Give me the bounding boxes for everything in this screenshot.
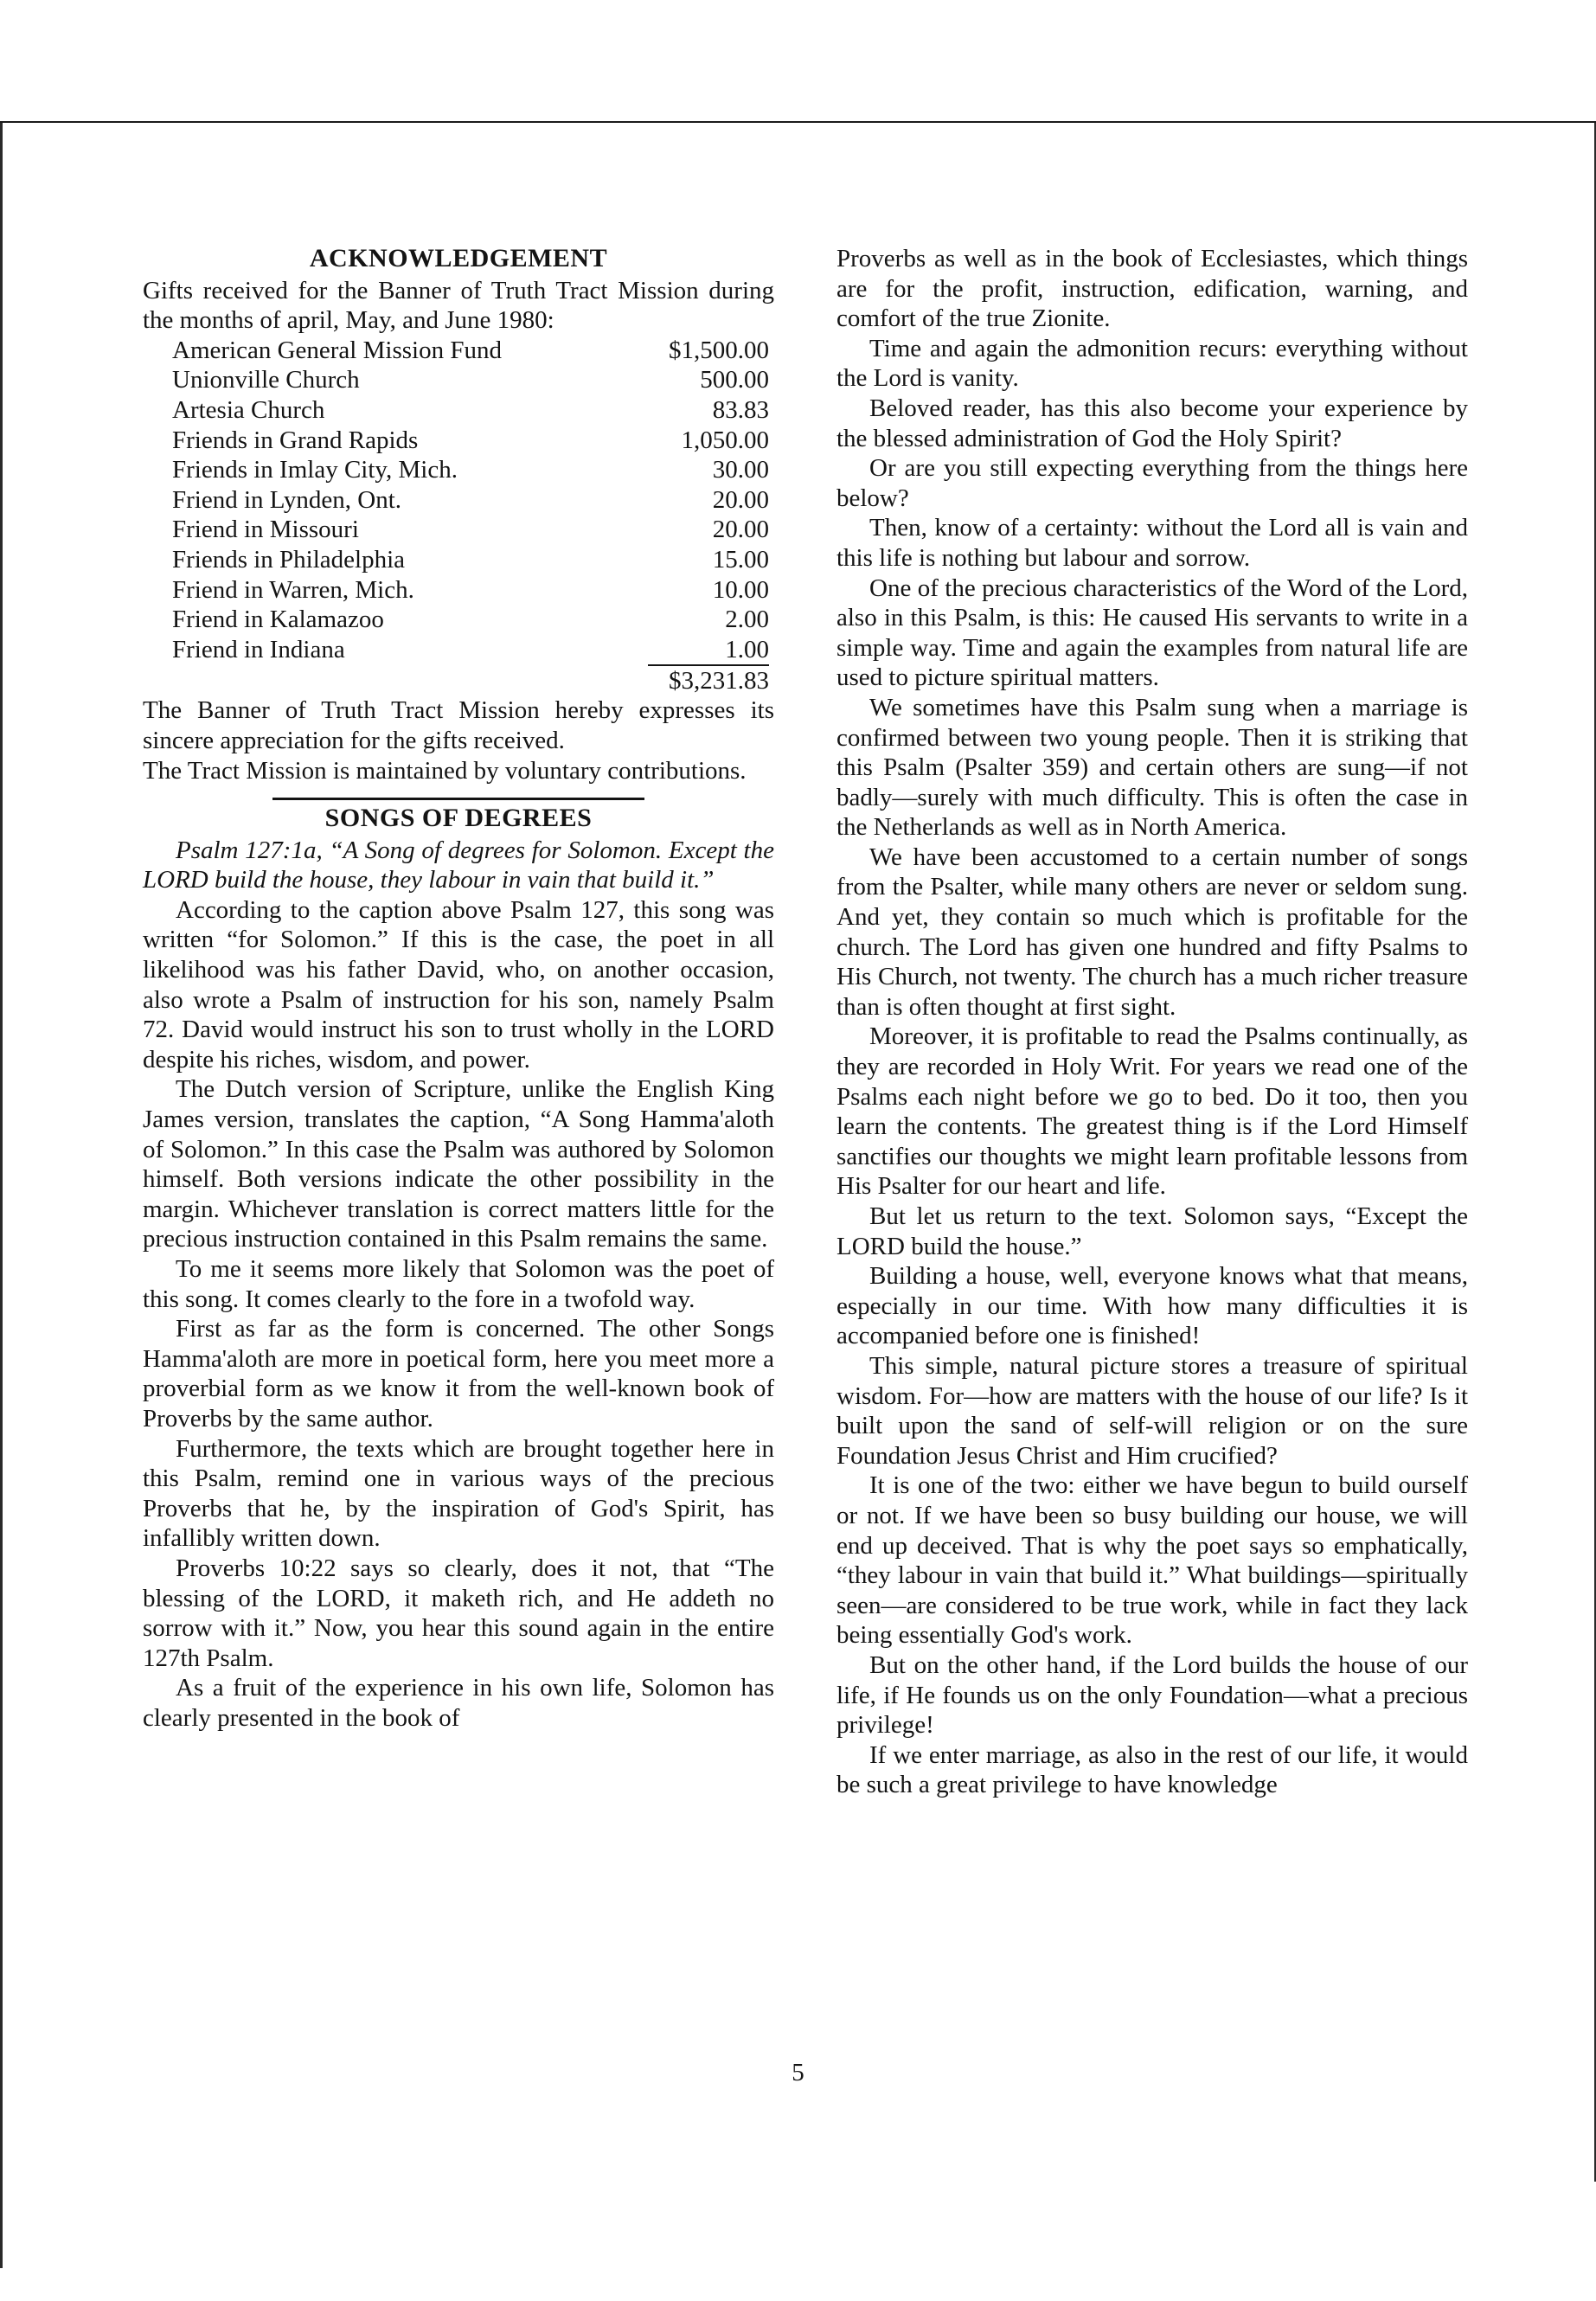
gift-total: $3,231.83 <box>648 664 769 695</box>
acknowledgement-intro: Gifts received for the Banner of Truth Tract Mission during the months of april, May, and June 1980: <box>143 276 774 335</box>
body-paragraph: But on the other hand, if the Lord builds the house of our life, if He founds us on the only Foundation—what a precious privilege! <box>836 1650 1468 1740</box>
gift-row <box>172 455 769 485</box>
gift-row <box>172 635 769 665</box>
gift-donor: Friend in Indiana <box>172 635 345 663</box>
body-paragraph: Or are you still expecting everything from the things here below? <box>836 454 1468 512</box>
body-paragraph: Furthermore, the texts which are brought together here in this Psalm, remind one in various ways of the precious Proverbs that he, by the inspiration of God's Spirit, has infallibly written down. <box>143 1434 774 1553</box>
body-paragraph: Time and again the admonition recurs: everything without the Lord is vanity. <box>836 334 1468 393</box>
body-paragraph: Then, know of a certainty: without the Lord all is vain and this life is nothing but labour and sorrow. <box>836 514 1468 572</box>
gift-amount: 20.00 <box>712 516 769 544</box>
body-paragraph: Proverbs 10:22 says so clearly, does it not, that “The blessing of the LORD, it maketh rich, and He addeth no sorrow with it.” Now, you hear this sound again in the entire 127th Psalm. <box>143 1554 774 1672</box>
gift-amount: 10.00 <box>712 575 769 604</box>
gift-amount: 1,050.00 <box>681 426 769 454</box>
gift-row <box>172 575 769 606</box>
gift-amount: 500.00 <box>700 366 769 394</box>
gift-row <box>172 485 769 516</box>
body-paragraph: It is one of the two: either we have begun to build ourself or not. If we have been so busy building our house, we will end up deceived. That is why the poet says so emphatically, “they labour in vain that build it.” What buildings—spiritually seen—are considered to be true work, while in fact they lack being essentially God's work. <box>836 1471 1468 1650</box>
body-paragraph: One of the precious characteristics of the Word of the Lord, also in this Psalm, is this: He caused His servants to write in a simple way. Time and again the examples from natural life are used to picture spiritual matters. <box>836 574 1468 692</box>
gift-amount: 2.00 <box>725 606 769 634</box>
acknowledgement-heading: ACKNOWLEDGEMENT <box>309 244 608 272</box>
gift-amount: 30.00 <box>712 456 769 484</box>
gift-donor: Artesia Church <box>172 395 325 424</box>
body-paragraph: We sometimes have this Psalm sung when a marriage is confirmed between two young people. Then it is striking that this Psalm (Psalter 359) and certain others are sung—if not badly—surely with much difficulty. This is often the case in the Netherlands as well as in North America. <box>836 693 1468 842</box>
gift-row <box>172 336 769 366</box>
scan-border-left <box>0 123 3 2268</box>
right-column <box>836 244 1468 1800</box>
gift-donor: American General Mission Fund <box>172 336 502 364</box>
gift-donor: Friend in Warren, Mich. <box>172 575 414 604</box>
gift-amount: 15.00 <box>712 545 769 574</box>
gift-donor: Friend in Missouri <box>172 516 359 544</box>
gift-donor: Friend in Kalamazoo <box>172 606 384 634</box>
acknowledgement-paragraph: The Tract Mission is maintained by voluntary contributions. <box>143 756 747 785</box>
gift-row <box>172 605 769 635</box>
body-paragraph: Proverbs as well as in the book of Ecclesiastes, which things are for the profit, instruction, edification, warning, and comfort of the true Zionite. <box>836 245 1468 333</box>
body-paragraph: But let us return to the text. Solomon says, “Except the LORD build the house.” <box>836 1202 1468 1260</box>
songs-heading: SONGS OF DEGREES <box>324 804 593 833</box>
body-paragraph: The Dutch version of Scripture, unlike the English King James version, translates the caption, “A Song Hamma'aloth of Solomon.” In this case the Psalm was authored by Solomon himself. Both versions indicate the other possibility in the margin. Whichever translation is correct matters little for the precious instruction contained in this Psalm remains the same. <box>143 1075 774 1253</box>
gift-list <box>172 336 769 665</box>
body-paragraph: To me it seems more likely that Solomon was the poet of this song. It comes clearly to the fore in a twofold way. <box>143 1255 774 1313</box>
body-paragraph: First as far as the form is concerned. The other Songs Hamma'aloth are more in poetical form, here you meet more a proverbial form as we know it from the well-known book of Proverbs by the same author. <box>143 1315 774 1433</box>
gift-row <box>172 515 769 545</box>
body-paragraph: As a fruit of the experience in his own life, Solomon has clearly presented in the book of <box>143 1674 774 1732</box>
acknowledgement-paragraph: The Banner of Truth Tract Mission hereby expresses its sincere appreciation for the gifts received. <box>143 696 774 754</box>
gift-total-row <box>172 664 769 695</box>
body-paragraph: Building a house, well, everyone knows what that means, especially in our time. With how many difficulties it is accompanied before one is finished! <box>836 1262 1468 1350</box>
gift-row <box>172 365 769 395</box>
gift-donor: Friends in Philadelphia <box>172 545 406 574</box>
gift-amount: 83.83 <box>712 395 769 424</box>
gift-amount: $1,500.00 <box>669 336 769 364</box>
gift-row <box>172 395 769 426</box>
body-paragraph: If we enter marriage, as also in the rest of our life, it would be such a great privilege to have knowledge <box>836 1740 1468 1799</box>
epigraph: Psalm 127:1a, “A Song of degrees for Solomon. Except the LORD build the house, they labour in vain that build it.” <box>143 836 774 894</box>
gift-donor: Friends in Grand Rapids <box>172 426 419 454</box>
gift-donor: Unionville Church <box>172 366 360 394</box>
gift-row <box>172 426 769 456</box>
body-paragraph: This simple, natural picture stores a treasure of spiritual wisdom. For—how are matters with the house of our life? Is it built upon the sand of self-will religion or on the sure Foundation Jesus Christ and Him crucified? <box>836 1351 1468 1470</box>
gift-amount: 1.00 <box>725 635 769 663</box>
left-column <box>143 244 774 1734</box>
gift-donor: Friend in Lynden, Ont. <box>172 485 402 514</box>
body-paragraph: According to the caption above Psalm 127, this song was written “for Solomon.” If this is the case, the poet in all likelihood was his father David, who, on another occasion, also wrote a Psalm of instruction for his son, namely Psalm 72. David would instruct his son to trust wholly in the LORD despite his riches, wisdom, and power. <box>143 895 774 1074</box>
body-paragraph: Moreover, it is profitable to read the Psalms continually, as they are recorded in Holy Writ. For years we read one of the Psalms each night before we go to bed. Do it too, then you learn the contents. The greatest thing is if the Lord Himself sanctifies our thoughts we might learn profitable lessons from His Psalter for our heart and life. <box>836 1022 1468 1201</box>
scan-border-top <box>0 121 1596 123</box>
gift-amount: 20.00 <box>712 485 769 514</box>
page-number: 5 <box>792 2059 804 2086</box>
gift-donor: Friends in Imlay City, Mich. <box>172 456 458 484</box>
section-divider <box>272 798 644 800</box>
body-paragraph: Beloved reader, has this also become your experience by the blessed administration of God the Holy Spirit? <box>836 394 1468 452</box>
body-paragraph: We have been accustomed to a certain number of songs from the Psalter, while many others are never or seldom sung. And yet, they contain so much which is profitable for the church. The Lord has given one hundred and fifty Psalms to His Church, not twenty. The church has a much richer treasure than is often thought at first sight. <box>836 843 1468 1021</box>
gift-row <box>172 545 769 575</box>
